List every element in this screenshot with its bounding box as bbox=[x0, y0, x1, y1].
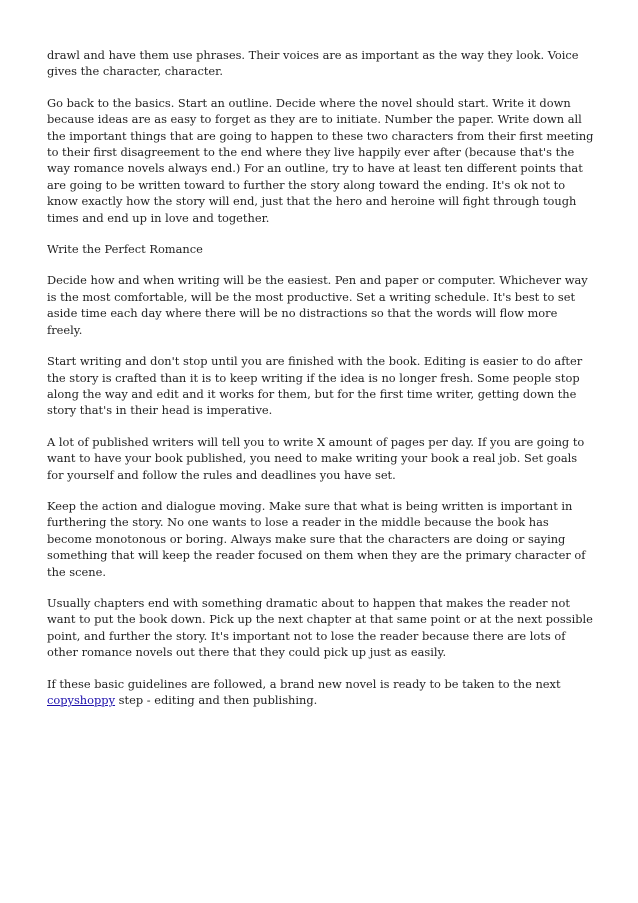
final-paragraph bbox=[47, 676, 595, 709]
paragraph: Keep the action and dialogue moving. Make sure that what is being written is important in furthering the story. No one wants to lose a reader in the middle because the book has become monotonous or boring. Always make sure that the characters are doing or saying something that will keep the reader focused on them when they are the primary character of the scene. bbox=[47, 498, 586, 579]
final-text-after-link: step - editing and then publishing. bbox=[115, 693, 318, 707]
copyshoppy-link[interactable]: copyshoppy bbox=[47, 693, 116, 707]
paragraph: drawl and have them use phrases. Their voices are as important as the way they look. Voice gives the character, character. bbox=[47, 48, 579, 79]
paragraph: Decide how and when writing will be the easiest. Pen and paper or computer. Whichever way is the most comfortable, will be the most productive. Set a writing schedule. It's best to set aside time each day where there will be no distractions so that the words will flow more freely. bbox=[47, 273, 588, 337]
paragraph: Go back to the basics. Start an outline. Decide where the novel should start. Write it down because ideas are as easy to forget as they are to initiate. Number the paper. Write down all the important things that are going to happen to these two characters from their first meeting to their first disagreement to the end where they live happily ever after (because that's the way romance novels always end.) For an outline, try to have at least ten different points that are going to be written toward to further the story along toward the ending. It's ok not to know exactly how the story will end, just that the hero and heroine will fight through tough times and end up in love and together. bbox=[47, 95, 594, 225]
paragraph: Usually chapters end with something dramatic about to happen that makes the reader not want to put the book down. Pick up the next chapter at that same point or at the next possible point, and further the story. It's important not to lose the reader because there are lots of other romance novels out there that they could pick up just as easily. bbox=[47, 595, 593, 660]
document-page bbox=[47, 47, 595, 723]
final-text-before-link: If these basic guidelines are followed, a brand new novel is ready to be taken to the next bbox=[47, 676, 561, 691]
section-heading: Write the Perfect Romance bbox=[47, 242, 203, 257]
paragraph: Start writing and don't stop until you are finished with the book. Editing is easier to do after the story is crafted than it is to keep writing if the idea is no longer fresh. Some people stop along the way and edit and it works for them, but for the first time writer, getting down the story that's in their head is imperative. bbox=[47, 354, 583, 418]
paragraph: A lot of published writers will tell you to write X amount of pages per day. If you are going to want to have your book published, you need to make writing your book a real job. Set goals for yourself and follow the rules and deadlines you have set. bbox=[47, 434, 585, 482]
